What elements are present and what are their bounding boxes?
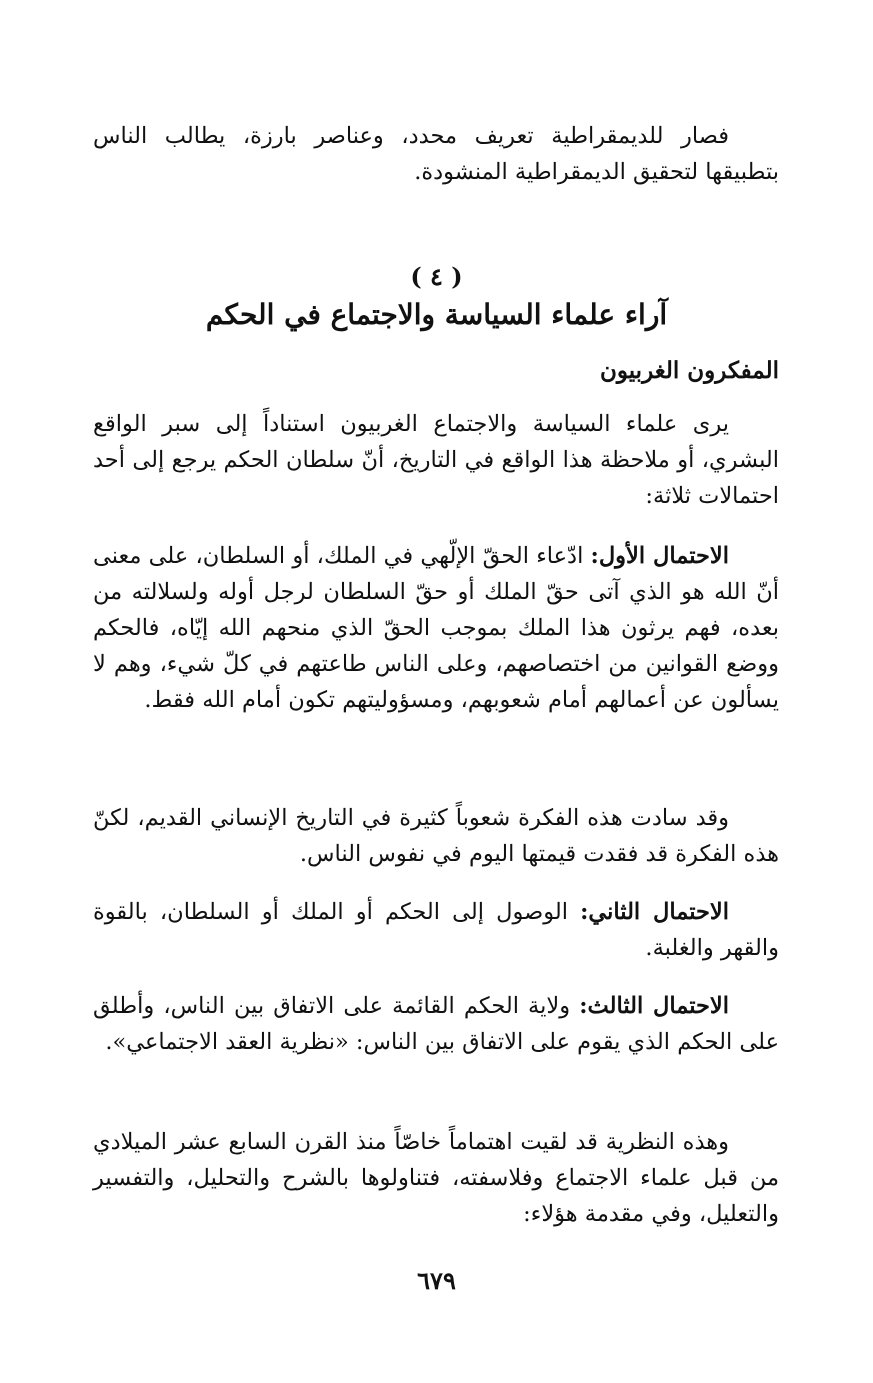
paragraph-3: وقد سادت هذه الفكرة شعوباً كثيرة في التاريخ الإنساني القديم، لكنّ هذه الفكرة قد فقدت قيمتها اليوم في نفوس الناس. [93,805,779,867]
paragraph-1: يرى علماء السياسة والاجتماع الغربيون استناداً إلى سبر الواقع البشري، أو ملاحظة هذا الواقع في التاريخ، أنّ سلطان الحكم يرجع إلى أحد احتمالات ثلاثة: [93,411,779,509]
section-number: ( ٤ ) [410,262,463,291]
third-possibility-label: الاحتمال الثالث: [579,993,730,1019]
page-number: ٦٧٩ [417,1266,456,1295]
section-title: آراء علماء السياسة والاجتماع في الحكم [205,298,668,331]
paragraph-6: وهذه النظرية قد لقيت اهتماماً خاصّاً منذ القرن السابع عشر الميلادي من قبل علماء الاجتماع وفلاسفته، فتناولوها بالشرح والتحليل، والتفسير والتعليل، وفي مقدمة هؤلاء: [93,1129,779,1227]
first-possibility-text: ادّعاء الحقّ الإلّهي في الملك، أو السلطان، على معنى أنّ الله هو الذي آتى حقّ الملك أو حقّ السلطان لرجل أوله ولسلالته من بعده، فهم يرثون هذا الملك بموجب الحقّ الذي منحهم الله إيّاه، فالحكم ووضع القوانين من اختصاصهم، وعلى الناس طاعتهم في كلّ شيء، وهم لا يسألون عن أعمالهم أمام شعوبهم، ومسؤوليتهم تكون أمام الله فقط. [93,543,779,713]
second-possibility-text: الوصول إلى الحكم أو الملك أو السلطان، بالقوة والقهر والغلبة. [93,899,779,961]
paragraph-second-possibility [93,894,779,966]
second-possibility-label: الاحتمال الثاني: [580,899,729,925]
intro-paragraph: فصار للديمقراطية تعريف محدد، وعناصر بارزة، يطالب الناس بتطبيقها لتحقيق الديمقراطية المنشودة. [93,123,779,185]
subheading: المفكرون الغربيون [599,357,779,384]
paragraph-first-possibility [93,538,779,718]
paragraph-third-possibility [93,988,779,1060]
third-possibility-text: ولاية الحكم القائمة على الاتفاق بين الناس، وأطلق على الحكم الذي يقوم على الاتفاق بين الناس: «نظرية العقد الاجتماعي». [93,993,779,1055]
first-possibility-label: الاحتمال الأول: [590,543,729,569]
